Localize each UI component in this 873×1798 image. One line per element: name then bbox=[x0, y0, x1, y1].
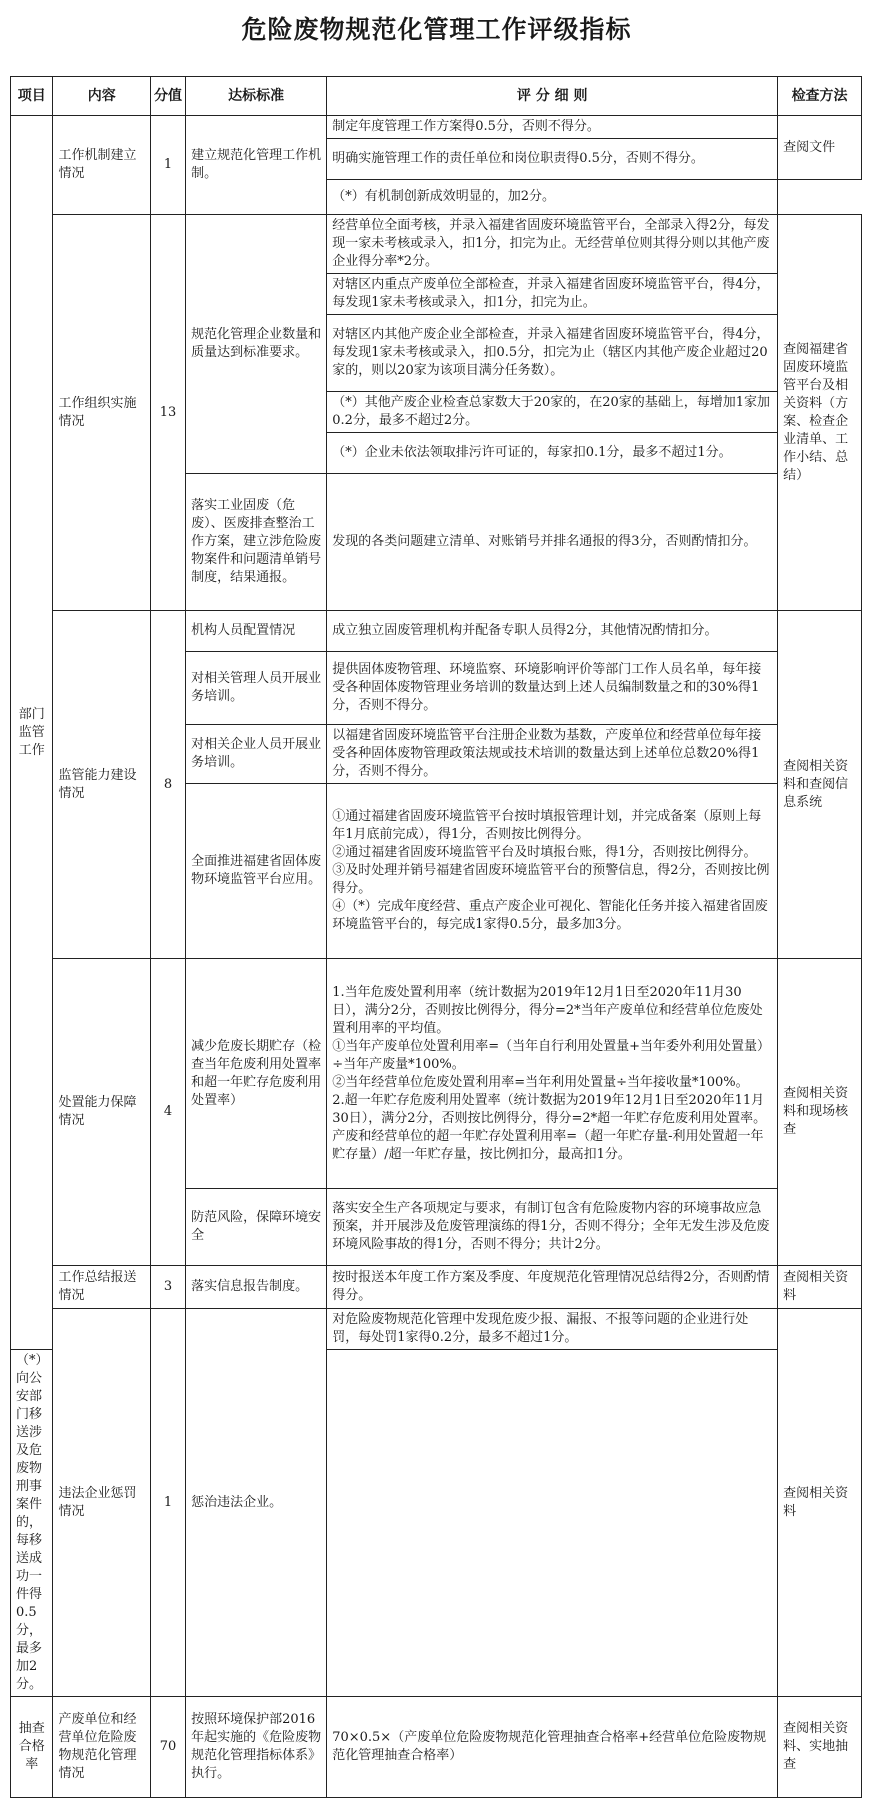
section-dept: 部门监管工作 bbox=[11, 116, 53, 1350]
standard-cell: 对相关管理人员开展业务培训。 bbox=[186, 652, 327, 725]
evaluation-table bbox=[10, 76, 862, 1798]
table-row bbox=[11, 611, 862, 652]
standard-cell: 按照环境保护部2016年起实施的《危险废物规范化管理指标体系》执行。 bbox=[186, 1697, 327, 1798]
score-cell: 1 bbox=[151, 116, 186, 215]
header-score: 分值 bbox=[151, 77, 186, 116]
rule-cell: 对危险废物规范化管理中发现危废少报、漏报、不报等问题的企业进行处罚，每处罚1家得0.2分，最多不超过1分。 bbox=[327, 1309, 778, 1350]
rule-cell: 发现的各类问题建立清单、对账销号并排名通报的得3分，否则酌情扣分。 bbox=[327, 474, 778, 611]
rule-line: ②通过福建省固废环境监管平台及时填报台账，得1分，否则按比例得分。 bbox=[332, 845, 757, 860]
table-row bbox=[11, 1697, 862, 1798]
rule-cell: 以福建省固废环境监管平台注册企业数为基数，产废单位和经营单位每年接受各种固体废物管理政策法规或技术培训的数量达到上述单位总数20%得1分，否则不得分。 bbox=[327, 725, 778, 784]
header-content: 内容 bbox=[53, 77, 151, 116]
standard-cell: 落实信息报告制度。 bbox=[186, 1266, 327, 1309]
standard-cell: 建立规范化管理工作机制。 bbox=[186, 116, 327, 215]
content-cell: 违法企业惩罚情况 bbox=[53, 1309, 151, 1697]
method-cell: 查阅相关资料 bbox=[778, 1309, 862, 1697]
score-cell: 4 bbox=[151, 959, 186, 1266]
standard-cell: 对相关企业人员开展业务培训。 bbox=[186, 725, 327, 784]
content-cell: 监管能力建设情况 bbox=[53, 611, 151, 959]
rule-line: 2.超一年贮存危废利用处置率（统计数据为2019年12月1日至2020年11月30日），满分2分，否则按比例得分，得分=2*超一年贮存危废利用处置率。产废和经营单位的超一年贮存处置利用率=（超一年贮存量-利用处置超一年贮存量）/超一年贮存量，按比例扣分，最高扣1分。 bbox=[332, 1092, 767, 1162]
table-row bbox=[11, 215, 862, 274]
header-method: 检查方法 bbox=[778, 77, 862, 116]
page-title: 危险废物规范化管理工作评级指标 bbox=[241, 15, 632, 44]
rule-cell: 制定年度管理工作方案得0.5分，否则不得分。 bbox=[327, 116, 778, 139]
rule-line: ①当年产废单位处置利用率=（当年自行利用处置量+当年委外利用处置量）÷当年产废量*100%。 bbox=[332, 1038, 770, 1072]
table-row bbox=[11, 1309, 862, 1350]
standard-cell: 全面推进福建省固体废物环境监管平台应用。 bbox=[186, 784, 327, 959]
rule-cell: 对辖区内其他产废企业全部检查，并录入福建省固废环境监管平台，得4分，每发现1家未考核或录入，扣0.5分，扣完为止（辖区内其他产废企业超过20家的，则以20家为该项目满分任务数）。 bbox=[327, 315, 778, 392]
method-cell: 查阅福建省固废环境监管平台及相关资料（方案、检查企业清单、工作小结、总结） bbox=[778, 215, 862, 611]
standard-cell: 防范风险，保障环境安全 bbox=[186, 1189, 327, 1266]
standard-cell: 规范化管理企业数量和质量达到标准要求。 bbox=[186, 215, 327, 474]
rule-line: ④（*）完成年度经营、重点产废企业可视化、智能化任务并接入福建省固废环境监管平台的，每完成1家得0.5分，最多加3分。 bbox=[332, 899, 768, 932]
rule-cell: 对辖区内重点产废单位全部检查，并录入福建省固废环境监管平台，得4分，每发现1家未考核或录入，扣1分，扣完为止。 bbox=[327, 274, 778, 315]
section-spot: 抽查合格率 bbox=[11, 1697, 53, 1798]
method-cell: 查阅文件 bbox=[778, 116, 862, 180]
rule-cell: （*）其他产废企业检查总家数大于20家的，在20家的基础上，每增加1家加0.2分，最多不超过2分。 bbox=[327, 392, 778, 433]
standard-cell: 惩治违法企业。 bbox=[186, 1309, 327, 1697]
header-item: 项目 bbox=[11, 77, 53, 116]
content-cell: 处置能力保障情况 bbox=[53, 959, 151, 1266]
content-cell: 工作机制建立情况 bbox=[53, 116, 151, 215]
rule-cell: （*）向公安部门移送涉及危废物刑事案件的，每移送成功一件得0.5分，最多加2分。 bbox=[11, 1350, 53, 1697]
standard-cell: 落实工业固废（危废）、医废排查整治工作方案，建立涉危险废物案件和问题清单销号制度，结果通报。 bbox=[186, 474, 327, 611]
rule-cell: 按时报送本年度工作方案及季度、年度规范化管理情况总结得2分，否则酌情得分。 bbox=[327, 1266, 778, 1309]
rule-cell: 成立独立固废管理机构并配备专职人员得2分，其他情况酌情扣分。 bbox=[327, 611, 778, 652]
header-row bbox=[11, 77, 862, 116]
rule-cell: （*）企业未依法领取排污许可证的，每家扣0.1分，最多不超过1分。 bbox=[327, 433, 778, 474]
header-rules: 评 分 细 则 bbox=[327, 77, 778, 116]
score-cell: 70 bbox=[151, 1697, 186, 1798]
score-cell: 1 bbox=[151, 1309, 186, 1697]
table-row bbox=[11, 959, 862, 1189]
rule-line: 1.当年危废处置利用率（统计数据为2019年12月1日至2020年11月30日），满分2分，否则按比例得分，得分=2*当年产废单位和经营单位危废处置利用率的平均值。 bbox=[332, 984, 763, 1036]
score-cell: 13 bbox=[151, 215, 186, 611]
method-cell: 查阅相关资料和查阅信息系统 bbox=[778, 611, 862, 959]
method-cell: 查阅相关资料、实地抽查 bbox=[778, 1697, 862, 1798]
content-cell: 工作总结报送情况 bbox=[53, 1266, 151, 1309]
rule-cell bbox=[327, 784, 778, 959]
rule-cell: 经营单位全面考核，并录入福建省固废环境监管平台，全部录入得2分，每发现一家未考核或录入，扣1分，扣完为止。无经营单位则其得分则以其他产废企业得分率*2分。 bbox=[327, 215, 778, 274]
score-cell: 8 bbox=[151, 611, 186, 959]
table-row bbox=[11, 1266, 862, 1309]
rule-line: ③及时处理并销号福建省固废环境监管平台的预警信息，得2分，否则按比例得分。 bbox=[332, 863, 770, 896]
header-standard: 达标标准 bbox=[186, 77, 327, 116]
rule-cell: 提供固体废物管理、环境监察、环境影响评价等部门工作人员名单，每年接受各种固体废物管理业务培训的数量达到上述人员编制数量之和的30%得1分，否则不得分。 bbox=[327, 652, 778, 725]
rule-cell bbox=[327, 959, 778, 1189]
rule-cell: （*）有机制创新成效明显的，加2分。 bbox=[327, 180, 778, 215]
content-cell: 产废单位和经营单位危险废物规范化管理情况 bbox=[53, 1697, 151, 1798]
rule-cell: 落实安全生产各项规定与要求，有制订包含有危险废物内容的环境事故应急预案，并开展涉及危废管理演练的得1分，否则不得分；全年无发生涉及危废环境风险事故的得1分，否则不得分；共计2分。 bbox=[327, 1189, 778, 1266]
standard-cell: 机构人员配置情况 bbox=[186, 611, 327, 652]
rule-line: ①通过福建省固废环境监管平台按时填报管理计划，并完成备案（原则上每年1月底前完成），得1分，否则按比例得分。 bbox=[332, 809, 762, 842]
method-cell: 查阅相关资料和现场核查 bbox=[778, 959, 862, 1266]
content-cell: 工作组织实施情况 bbox=[53, 215, 151, 611]
rule-line: ②当年经营单位危废处置利用率=当年利用处置量÷当年接收量*100%。 bbox=[332, 1074, 749, 1090]
score-cell: 3 bbox=[151, 1266, 186, 1309]
standard-cell: 减少危废长期贮存（检查当年危废利用处置率和超一年贮存危废利用处置率） bbox=[186, 959, 327, 1189]
method-cell: 查阅相关资料 bbox=[778, 1266, 862, 1309]
table-row bbox=[11, 116, 862, 139]
rule-cell: 明确实施管理工作的责任单位和岗位职责得0.5分，否则不得分。 bbox=[327, 139, 778, 180]
rule-cell: 70×0.5×（产废单位危险废物规范化管理抽查合格率+经营单位危险废物规范化管理抽查合格率） bbox=[327, 1697, 778, 1798]
